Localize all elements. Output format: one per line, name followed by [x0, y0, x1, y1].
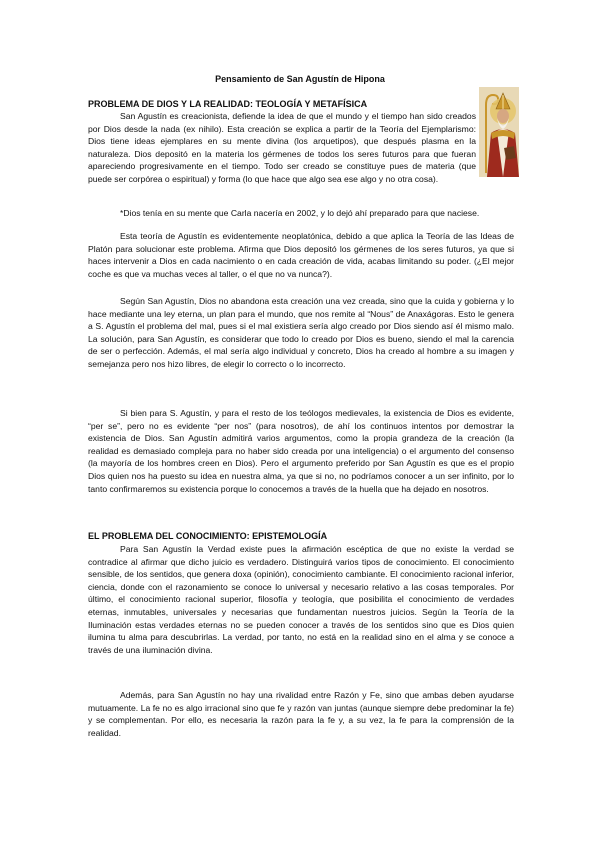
paragraph-creation: San Agustín es creacionista, defiende la idea de que el mundo y el tiempo han sido creados por Dios desde la nada (ex nihilo). Esta creación se explica a partir de la Teoría del Ejemplarismo: Dios tiene ideas ejemplares en su mente divina (los arquetipos), que después plasma en la naturaleza. Dios depositó en la materia los gérmenes de todos los seres futuros para que fueran apareciendo progresivamente en el tiempo. Todo ser creado se constituye pues de materia (que puede ser corpórea o espiritual) y forma (lo que hace que algo sea ese algo y no otra cosa).	[88, 111, 476, 184]
document-title: Pensamiento de San Agustín de Hipona	[215, 74, 385, 84]
paragraph-god-existence: Si bien para S. Agustín, y para el resto de los teólogos medievales, la existencia de Dios es evidente, “per se”, pero no es evidente “per nos” (para nosotros), de ahí los continuos intentos por demostrar la existencia de Dios. San Agustín admitirá varios argumentos, como la propia grandeza de la creación (la realidad es demasiado compleja para no haber sido creada por una inteligencia) o el argumento del consenso (la mayoría de los hombres creen en Dios). Pero el argumento preferido por San Agustín es que es el propio Dios quien nos ha puesto su idea en nuestra alma, ya que si no, no podríamos conocer a un ser infinito, por lo tanto confirmaremos su existencia porque lo conocemos a través de la huella que ha dejado en nosotros.	[88, 408, 514, 494]
paragraph-reason-faith: Además, para San Agustín no hay una rivalidad entre Razón y Fe, sino que ambas deben ayudarse mutuamente. La fe no es algo irracional sino que fe y razón van juntas (aunque siempre debe predominar la fe) y se complementan. Por ello, es necesaria la razón para la fe y, a su vez, la fe para la comprensión de la realidad.	[88, 690, 514, 738]
paragraph-evil-problem: Según San Agustín, Dios no abandona esta creación una vez creada, sino que la cuida y gobierna y lo hace mediante una ley eterna, un plan para el mundo, que nos remite al “Nous” de Anaxágoras. Esto le genera a S. Agustín el problema del mal, pues si el mal existiera sería algo creado por Dios siendo así él mismo malo. La solución, para San Agustín, es considerar que todo lo creado por Dios es bueno, siendo el mal la carencia de ser o perfección. Además, el mal sería algo individual y concreto, Dios ha creado al hombre a su imagen y semejanza pero nos hizo libres, de elegir lo correcto o lo incorrecto.	[88, 296, 514, 369]
section-heading-theology: PROBLEMA DE DIOS Y LA REALIDAD: TEOLOGÍA Y METAFÍSICA	[88, 99, 368, 109]
paragraph-knowledge: Para San Agustín la Verdad existe pues la afirmación escéptica de que no existe la verdad se contradice al afirmar que dicho juicio es verdadero. Distinguirá varios tipos de conocimiento. El conocimiento sensible, de los sentidos, que genera doxa (opinión), conocimiento cambiante. El conocimiento racional inferior, ciencia, donde con el razonamiento se conoce lo universal y necesario relativo a las cosas temporales. Por último, el conocimiento racional superior, filosofía y teología, que posibilita el conocimiento de verdades eternas, inmutables, universales y necesarias que fundamentan nuestros juicios. Según la Teoría de la Iluminación estas verdades eternas no se pueden conocer a través de los sentidos sino que es Dios quien ilumina tu alma para descubrirlas. La verdad, por tanto, no está en la realidad sino en el alma y se conoce a través de una iluminación divina.	[88, 544, 514, 655]
section-heading-epistemology: EL PROBLEMA DEL CONOCIMIENTO: EPISTEMOLOGÍA	[88, 531, 328, 541]
paragraph-neoplatonism: Esta teoría de Agustín es evidentemente neoplatónica, debido a que aplica la Teoría de las Ideas de Platón para solucionar este problema. Afirma que Dios depositó los gérmenes de los seres futuros, ya que si haces intervenir a Dios en cada nacimiento o en cada creación de vida, acabas limitando su poder. (¿El mejor coche es que va muchas veces al taller, o el que no va nunca?).	[88, 231, 514, 279]
note-example: *Dios tenía en su mente que Carla nacería en 2002, y lo dejó ahí preparado para que naciese.	[120, 208, 480, 218]
saint-augustine-portrait	[479, 87, 519, 177]
